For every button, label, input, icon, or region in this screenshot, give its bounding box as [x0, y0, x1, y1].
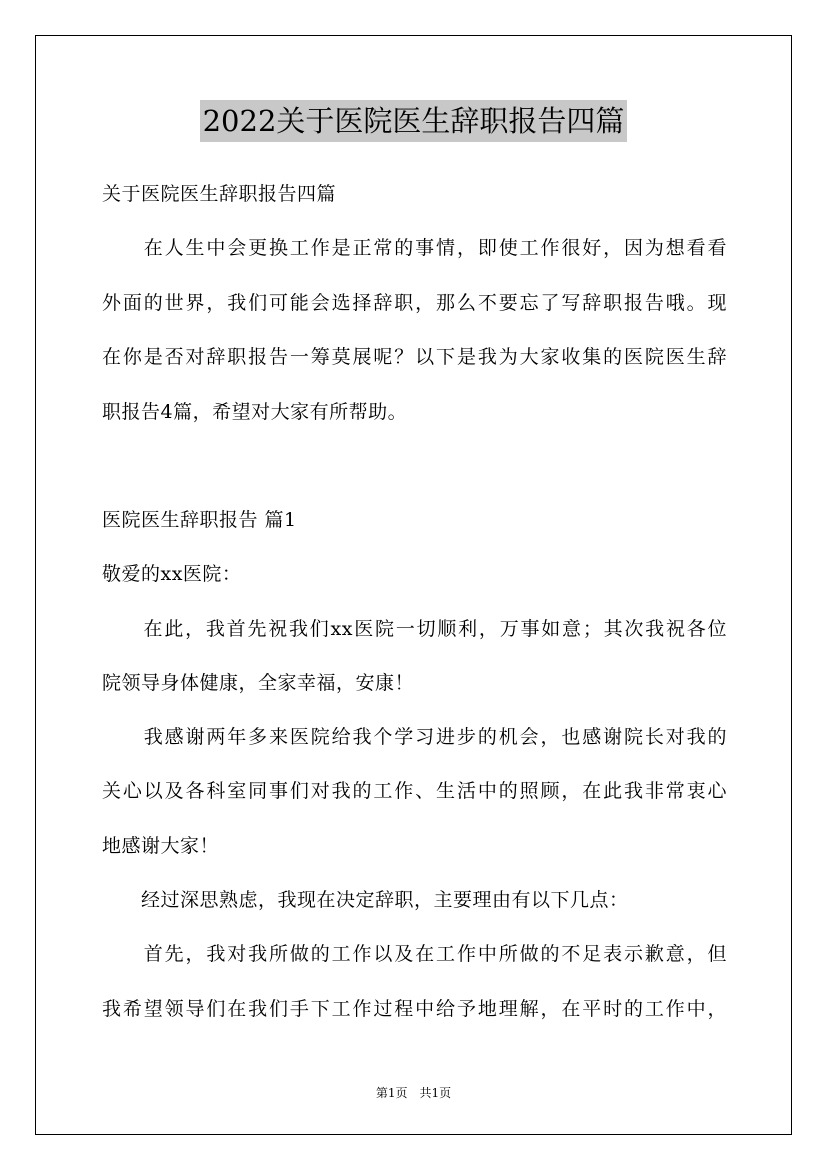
body-line: 地感谢大家！ — [102, 835, 220, 857]
document-subtitle: 关于医院医生辞职报告四篇 — [102, 183, 337, 205]
title-container — [0, 100, 827, 142]
intro-line: 在人生中会更换工作是正常的事情，即使工作很好，因为想看看 — [102, 237, 727, 259]
body-line: 我希望领导们在我们手下工作过程中给予地理解，在平时的工作中， — [102, 998, 727, 1020]
salutation: 敬爱的xx医院： — [102, 563, 242, 585]
body-line: 关心以及各科室同事们对我的工作、生活中的照顾，在此我非常衷心 — [102, 780, 727, 802]
body-line: 在此，我首先祝我们xx医院一切顺利，万事如意；其次我祝各位 — [102, 618, 727, 640]
document-title: 2022关于医院医生辞职报告四篇 — [200, 100, 628, 142]
intro-line: 外面的世界，我们可能会选择辞职，那么不要忘了写辞职报告哦。现 — [102, 292, 727, 314]
body-line: 院领导身体健康，全家幸福，安康！ — [102, 672, 415, 694]
intro-line: 在你是否对辞职报告一筹莫展呢？以下是我为大家收集的医院医生辞 — [102, 346, 727, 368]
body-line: 经过深思熟虑，我现在决定辞职，主要理由有以下几点： — [102, 889, 629, 911]
intro-line: 职报告4篇，希望对大家有所帮助。 — [102, 401, 408, 423]
section-heading: 医院医生辞职报告 篇1 — [102, 509, 297, 531]
body-line: 我感谢两年多来医院给我个学习进步的机会，也感谢院长对我的 — [102, 726, 727, 748]
page-footer: 第1页 共1页 — [375, 1086, 452, 1100]
body-line: 首先，我对我所做的工作以及在工作中所做的不足表示歉意，但 — [102, 943, 727, 965]
